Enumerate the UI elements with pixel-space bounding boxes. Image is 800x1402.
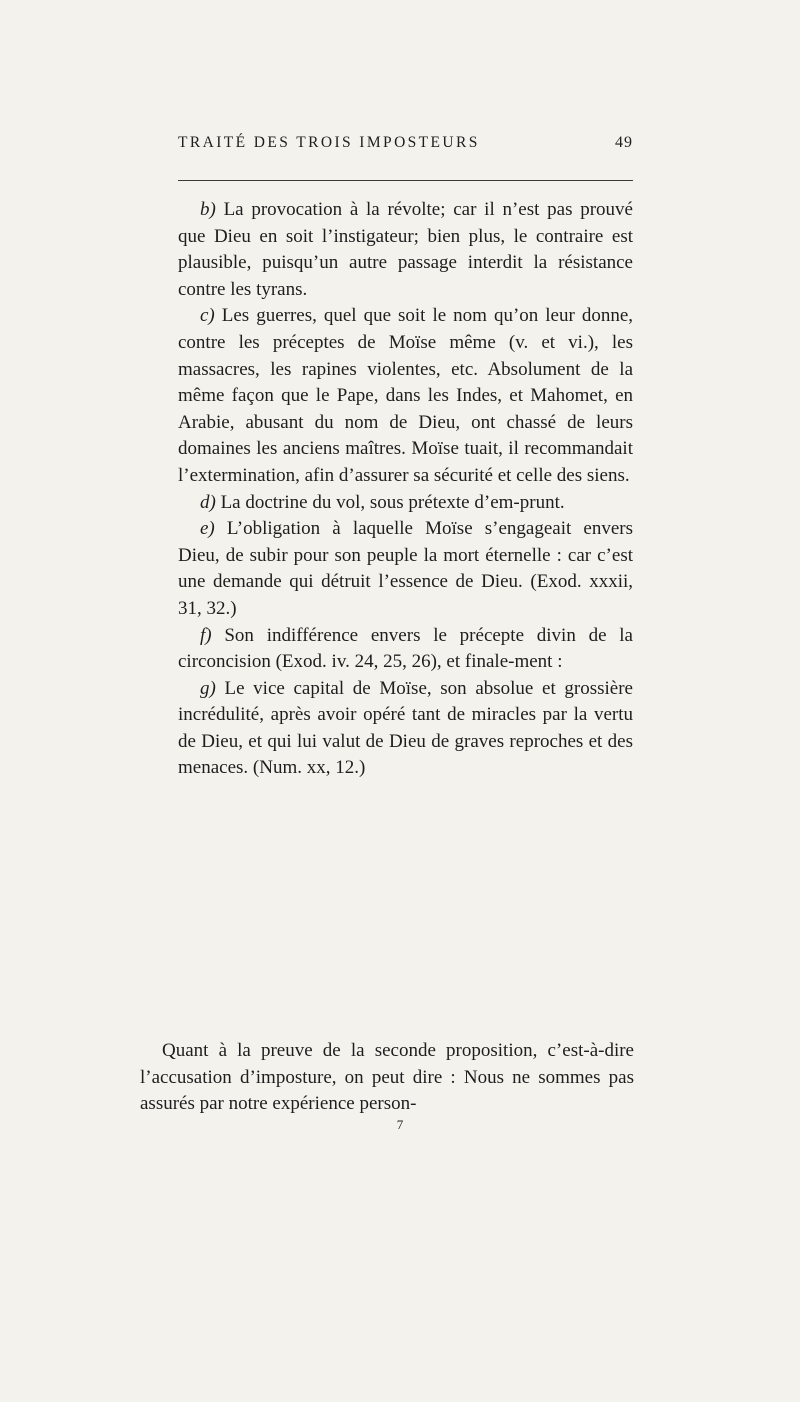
page-number: 49 xyxy=(615,134,633,151)
final-paragraph-block xyxy=(140,1038,634,1118)
item-letter: f) xyxy=(200,624,212,646)
item-text: L’obligation à laquelle Moïse s’engageait envers Dieu, de subir pour son peuple la mort éternelle : car c’est une demande qui détruit l’essence de Dieu. (Exod. xxxii, 31, 32.) xyxy=(178,518,633,619)
list-item-d xyxy=(178,490,633,517)
item-letter: c) xyxy=(200,305,215,327)
item-text: La doctrine du vol, sous prétexte d’em-prunt. xyxy=(215,491,565,513)
list-item-g xyxy=(178,676,633,782)
list-item-f xyxy=(178,623,633,676)
item-letter: e) xyxy=(200,518,215,540)
header-rule xyxy=(178,180,633,181)
list-item-c xyxy=(178,303,633,489)
list-item-e xyxy=(178,516,633,622)
signature-mark: 7 xyxy=(396,1117,404,1132)
item-text: La provocation à la révolte; car il n’est pas prouvé que Dieu en soit l’instigateur; bien plus, le contraire est plausible, puisqu’un autre passage interdit la résistance contre les tyrans. xyxy=(178,199,633,300)
item-letter: b) xyxy=(200,199,216,220)
item-text: Son indifférence envers le précepte divin de la circoncision (Exod. iv. 24, 25, 26), et finale-ment : xyxy=(178,624,633,673)
item-letter: d) xyxy=(200,491,216,513)
item-text: Les guerres, quel que soit le nom qu’on leur donne, contre les préceptes de Moïse même (v. et vi.), les massacres, les rapines violentes, etc. Absolument de la même façon que le Pape, dans les Indes, et Mahomet, en Arabie, abusant du nom de Dieu, ont chassé de leurs domaines les anciens maîtres. Moïse tuait, il recommandait l’extermination, afin d’assurer sa sécurité et celle des siens. xyxy=(178,305,633,486)
final-paragraph: Quant à la preuve de la seconde proposition, c’est-à-dire l’accusation d’imposture, on peut dire : Nous ne sommes pas assurés par notre expérience person- xyxy=(140,1040,634,1115)
item-text: Le vice capital de Moïse, son absolue et grossière incrédulité, après avoir opéré tant de miracles par la vertu de Dieu, et qui lui valut de Dieu de graves reproches et des menaces. (Num. xx, 12.) xyxy=(178,677,633,779)
list-item-b xyxy=(178,197,633,303)
page-header xyxy=(178,134,633,158)
item-letter: g) xyxy=(200,677,216,699)
enumerated-list xyxy=(178,197,633,782)
running-title: TRAITÉ DES TROIS IMPOSTEURS xyxy=(178,134,480,151)
